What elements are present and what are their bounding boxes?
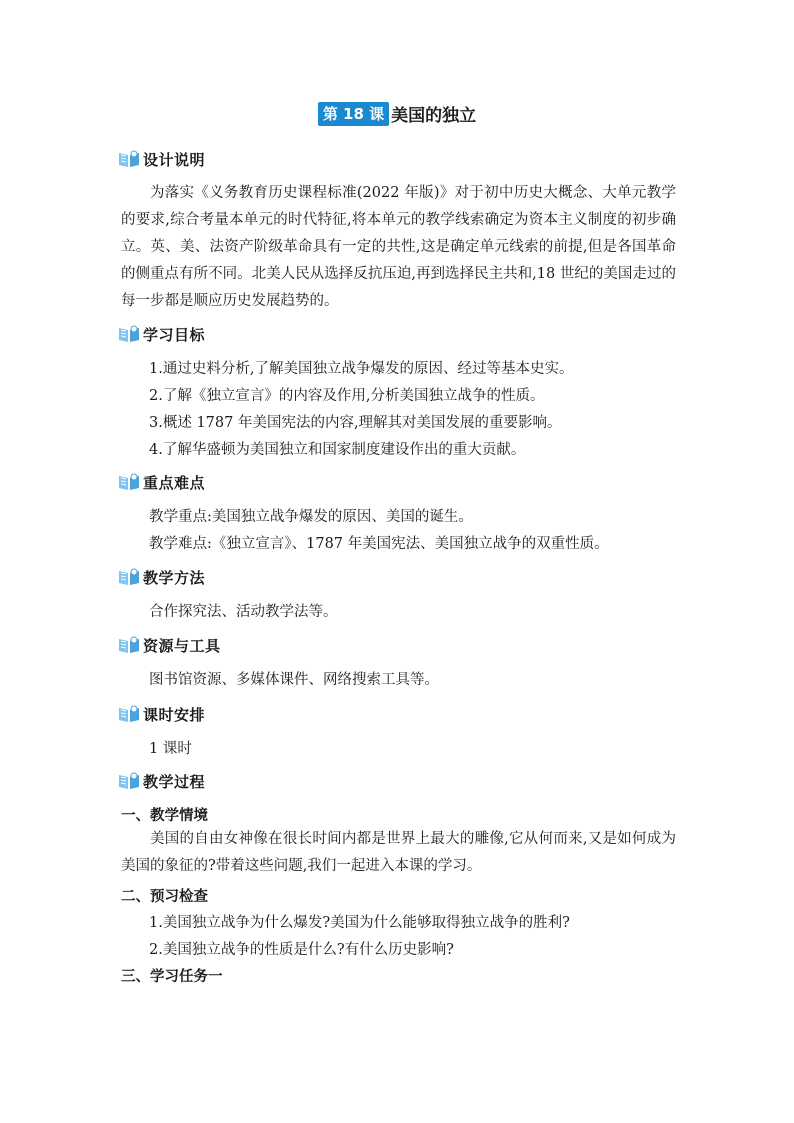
open-book-icon [118,635,140,655]
goal-item: 1.通过史料分析,了解美国独立战争爆发的原因、经过等基本史实。 [149,361,574,377]
section-key-heading [118,471,205,493]
section-method-heading [118,566,205,588]
open-book-icon [118,324,140,344]
preview-item: 1.美国独立战争为什么爆发?美国为什么能够取得独立战争的胜利? [149,915,570,931]
schedule-text: 1 课时 [149,741,192,757]
process-preview-title: 二、预习检查 [121,889,208,905]
open-book-icon [118,567,140,587]
section-label: 课时安排 [143,705,206,724]
preview-item: 2.美国独立战争的性质是什么?有什么历史影响? [149,942,454,958]
section-resources-heading [118,634,221,656]
open-book-icon [118,704,140,724]
method-text: 合作探究法、活动教学法等。 [149,604,338,620]
lesson-number-badge: 第 18 课 [318,102,389,126]
resources-text: 图书馆资源、多媒体课件、网络搜索工具等。 [149,672,439,688]
design-paragraph: 为落实《义务教育历史课程标准(2022 年版)》对于初中历史大概念、大单元教学的要求,综合考量本单元的时代特征,将本单元的教学线索确定为资本主义制度的初步确立。英、美、法资产阶级革命具有一定的共性,这是确定单元线索的前提,但是各国革命的侧重点有所不同。北美人民从选择反抗压迫,再到选择民主共和,18 世纪的美国走过的每一步都是顺应历史发展趋势的。 [121,185,676,309]
process-scenario-text: 美国的自由女神像在很长时间内都是世界上最大的雕像,它从何而来,又是如何成为美国的象征的?带着这些问题,我们一起进入本课的学习。 [121,831,676,874]
open-book-icon [118,771,140,791]
open-book-icon [118,472,140,492]
goal-item: 2.了解《独立宣言》的内容及作用,分析美国独立战争的性质。 [149,388,545,404]
section-label: 教学过程 [143,772,206,791]
goal-item: 3.概述 1787 年美国宪法的内容,理解其对美国发展的重要影响。 [149,415,562,431]
lesson-heading [0,101,794,126]
process-task1-title: 三、学习任务一 [121,969,223,985]
section-process-heading [118,770,205,792]
section-schedule-heading [118,703,205,725]
section-label: 教学方法 [143,568,206,587]
key-item: 教学难点:《独立宣言》、1787 年美国宪法、美国独立战争的双重性质。 [149,536,609,552]
section-label: 资源与工具 [143,636,221,655]
section-label: 学习目标 [143,325,206,344]
key-item: 教学重点:美国独立战争爆发的原因、美国的诞生。 [149,509,473,525]
process-scenario-title: 一、教学情境 [121,808,208,824]
lesson-title: 美国的独立 [391,106,477,126]
section-design-heading [118,148,205,170]
goal-item: 4.了解华盛顿为美国独立和国家制度建设作出的重大贡献。 [149,442,526,458]
section-goals-heading [118,323,205,345]
section-label: 重点难点 [143,473,206,492]
section-label: 设计说明 [143,150,206,169]
open-book-icon [118,149,140,169]
